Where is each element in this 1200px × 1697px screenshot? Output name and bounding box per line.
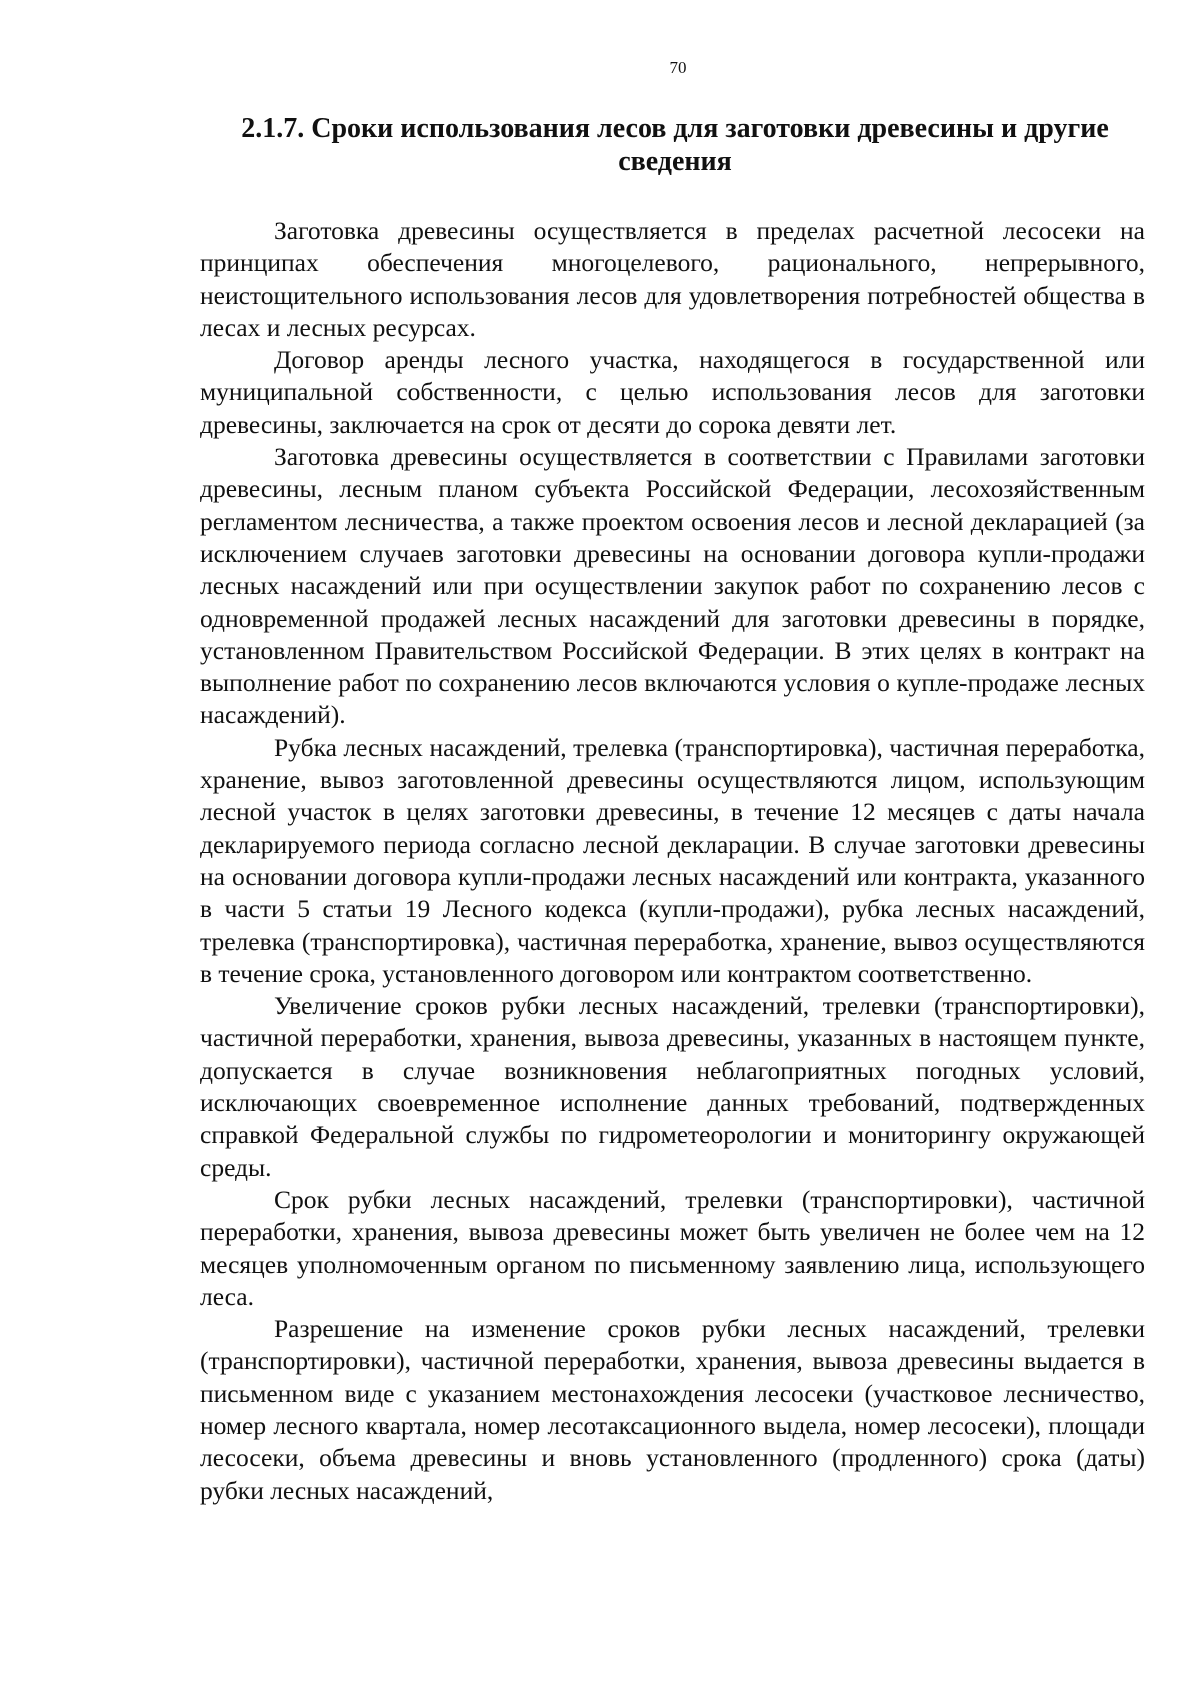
paragraph-7: Разрешение на изменение сроков рубки лесных насаждений, трелевки (транспортировки), частичной переработки, хранения, вывоза древесины выдается в письменном виде с указанием местонахождения лесосеки (участковое лесничество, номер лесного квартала, номер лесотаксационного выдела, номер лесосеки), площади лесосеки, объема древесины и вновь установленного (продленного) срока (даты) рубки лесных насаждений,: [200, 1314, 1145, 1505]
paragraph-1: Заготовка древесины осуществляется в пределах расчетной лесосеки на принципах обеспечения многоцелевого, рационального, непрерывного, неистощительного использования лесов для удовлетворения потребностей общества в лесах и лесных ресурсах.: [200, 216, 1145, 342]
body-text: [200, 215, 1145, 1507]
paragraph-3: Заготовка древесины осуществляется в соответствии с Правилами заготовки древесины, лесным планом субъекта Российской Федерации, лесохозяйственным регламентом лесничества, а также проектом освоения лесов и лесной декларацией (за исключением случаев заготовки древесины на основании договора купли-продажи лесных насаждений или при осуществлении закупок работ по сохранению лесов с одновременной продажей лесных насаждений для заготовки древесины в порядке, установленном Правительством Российской Федерации. В этих целях в контракт на выполнение работ по сохранению лесов включаются условия о купле-продаже лесных насаждений).: [200, 442, 1145, 730]
paragraph-2: Договор аренды лесного участка, находящегося в государственной или муниципальной собственности, с целью использования лесов для заготовки древесины, заключается на срок от десяти до сорока девяти лет.: [200, 345, 1145, 439]
page-number: 70: [669, 58, 687, 77]
paragraph-6: Срок рубки лесных насаждений, трелевки (транспортировки), частичной переработки, хранения, вывоза древесины может быть увеличен не более чем на 12 месяцев уполномоченным органом по письменному заявлению лица, использующего леса.: [200, 1184, 1145, 1311]
paragraph-4: Рубка лесных насаждений, трелевка (транспортировка), частичная переработка, хранение, вывоз заготовленной древесины осуществляются лицом, использующим лесной участок в целях заготовки древесины, в течение 12 месяцев с даты начала декларируемого периода согласно лесной декларации. В случае заготовки древесины на основании договора купли-продажи лесных насаждений или контракта, указанного в части 5 статьи 19 Лесного кодекса (купли-продажи), рубка лесных насаждений, трелевка (транспортировка), частичная переработка, хранение, вывоз осуществляются в течение срока, установленного договором или контрактом соответственно.: [200, 732, 1145, 988]
section-heading: 2.1.7. Сроки использования лесов для заготовки древесины и другие сведения: [241, 113, 1109, 177]
paragraph-5: Увеличение сроков рубки лесных насаждений, трелевки (транспортировки), частичной переработки, хранения, вывоза древесины, указанных в настоящем пункте, допускается в случае возникновения неблагоприятных погодных условий, исключающих своевременное исполнение данных требований, подтвержденных справкой Федеральной службы по гидрометеорологии и мониторингу окружающей среды.: [200, 991, 1145, 1182]
